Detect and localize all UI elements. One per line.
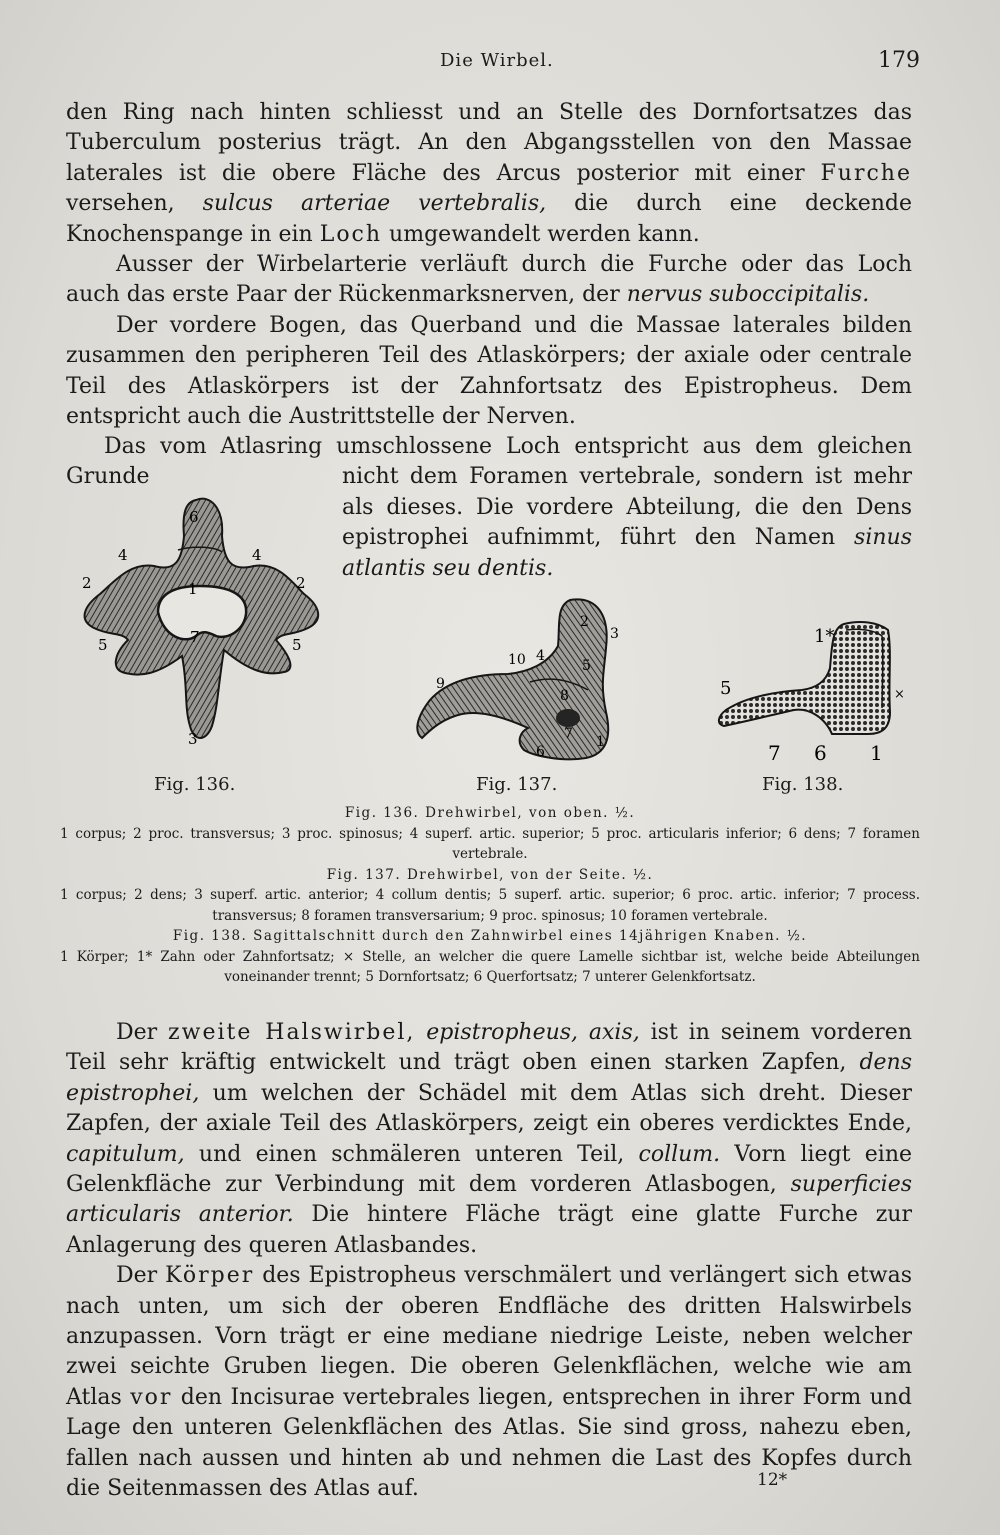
page-number: 179	[878, 48, 920, 73]
fig137-num-10: 10	[508, 652, 526, 668]
fig136-num-2-right: 2	[296, 574, 306, 592]
caption-136-title: Fig. 136. Drehwirbel, von oben. ½.	[344, 805, 636, 821]
figure-137	[410, 592, 630, 767]
fig137-num-1: 1	[596, 734, 605, 750]
fig136-num-4-left: 4	[118, 546, 128, 564]
fig136-num-6: 6	[189, 508, 199, 526]
fig136-num-4-right: 4	[252, 546, 262, 564]
fig-136-label: Fig. 136.	[154, 774, 236, 795]
fig137-num-9: 9	[436, 676, 445, 692]
fig136-num-3: 3	[188, 730, 198, 748]
paragraph-4-wrapped: nicht dem Foramen vertebrale, sondern ist mehr als dieses. Die vordere Abteilung, die den Dens epistrophei aufnimmt, führt den Namen sinus atlantis seu dentis.	[342, 464, 912, 581]
fig137-num-2: 2	[580, 614, 589, 630]
text-block-top	[66, 98, 912, 432]
paragraph-6: Der Körper des Epistropheus verschmälert und verlängert sich etwas nach unten, um sich der oberen Endfläche des dritten Halswirbels anzupassen. Vorn trägt er eine mediane niedrige Leiste, neben welcher zwei seichte Gruben liegen. Die oberen Gelenkflächen, welche wie am Atlas vor den Incisurae vertebrales liegen, entsprechen in ihrer Form und Lage den unteren Gelenkflächen des Atlas. Sie sind gross, nahezu eben, fallen nach aussen und hinten ab und nehmen die Last des Kopfes durch die Seitenmassen des Atlas auf.	[66, 1263, 912, 1502]
fig138-cross: ×	[894, 687, 905, 702]
caption-137-body: 1 corpus; 2 dens; 3 superf. artic. anterior; 4 collum dentis; 5 superf. artic. superior; 6 proc. artic. inferior; 7 process. transversus; 8 foramen transversarium; 9 proc. spinosus; 10 foramen vertebrale.	[60, 887, 920, 924]
fig138-num-1: 1	[870, 741, 883, 765]
figure-captions	[60, 803, 920, 988]
fig-137-label: Fig. 137.	[476, 774, 558, 795]
paragraph-4-first-line: Das vom Atlasring umschlossene Loch entspricht aus dem gleichen Grunde	[66, 434, 912, 490]
fig136-num-5-right: 5	[292, 636, 302, 654]
fig137-num-8: 8	[560, 688, 569, 704]
signature-mark: 12*	[757, 1470, 788, 1490]
fig138-num-6: 6	[814, 741, 827, 765]
fig136-num-5-left: 5	[98, 636, 108, 654]
fig-138-illustration	[712, 612, 912, 772]
figure-138	[712, 612, 912, 772]
figure-136	[78, 490, 328, 760]
fig136-num-2-left: 2	[82, 574, 92, 592]
text-block-bottom	[66, 1018, 912, 1505]
fig138-num-1star: 1*	[814, 626, 835, 647]
fig137-num-3: 3	[610, 626, 619, 642]
fig136-num-1: 1	[188, 580, 198, 598]
paragraph-3: Der vordere Bogen, das Querband und die Massae laterales bilden zusammen den peripheren Teil des Atlaskörpers; der axiale oder centrale Teil des Atlaskörpers ist der Zahnfortsatz des Epistropheus. Dem entspricht auch die Austrittstelle der Nerven.	[66, 312, 912, 430]
caption-138-body: 1 Körper; 1* Zahn oder Zahnfortsatz; × Stelle, an welcher die quere Lamelle sichtbar ist, welche beide Abteilungen voneinander trennt; 5 Dornfortsatz; 6 Querfortsatz; 7 unterer Gelenkfortsatz.	[60, 948, 920, 985]
fig137-num-7: 7	[564, 726, 573, 742]
paragraph-1: den Ring nach hinten schliesst und an Stelle des Dornfortsatzes das Tuberculum posterius trägt. An den Abgangsstellen von den Massae laterales ist die obere Fläche des Arcus posterior mit einer Furche versehen, sulcus arteriae vertebralis, die durch eine deckende Knochenspange in ein Loch umgewandelt werden kann.	[66, 100, 912, 247]
running-title: Die Wirbel.	[440, 50, 554, 71]
page-header	[0, 50, 1000, 80]
caption-138-title: Fig. 138. Sagittalschnitt durch den Zahnwirbel eines 14jährigen Knaben. ½.	[172, 928, 808, 944]
caption-137-title: Fig. 137. Drehwirbel, von der Seite. ½.	[326, 866, 654, 883]
paragraph-4	[66, 432, 912, 581]
fig138-num-5: 5	[720, 678, 732, 699]
fig138-num-7: 7	[768, 741, 781, 765]
fig-137-illustration	[410, 592, 630, 767]
caption-136-body: 1 corpus; 2 proc. transversus; 3 proc. spinosus; 4 superf. artic. superior; 5 proc. articularis inferior; 6 dens; 7 foramen vertebrale.	[60, 825, 920, 862]
fig136-num-7: 7	[190, 628, 200, 646]
fig137-num-4: 4	[536, 648, 545, 664]
fig-136-illustration	[78, 490, 328, 760]
fig137-num-5: 5	[582, 658, 591, 674]
paragraph-2: Ausser der Wirbelarterie verläuft durch die Furche oder das Loch auch das erste Paar der Rückenmarksnerven, der nervus suboccipitalis.	[66, 252, 912, 308]
fig-138-label: Fig. 138.	[762, 774, 844, 795]
paragraph-5: Der zweite Halswirbel, epistropheus, axis, ist in seinem vorderen Teil sehr kräftig entwickelt und trägt oben einen starken Zapfen, dens epistrophei, um welchen der Schädel mit dem Atlas sich dreht. Dieser Zapfen, der axiale Teil des Atlaskörpers, zeigt ein oberes verdicktes Ende, capitulum, und einen schmäleren unteren Teil, collum. Vorn liegt eine Gelenkfläche zur Verbindung mit dem vorderen Atlasbogen, superficies articularis anterior. Die hintere Fläche trägt eine glatte Furche zur Anlagerung des queren Atlasbandes.	[66, 1020, 913, 1258]
fig137-num-6: 6	[536, 744, 545, 760]
